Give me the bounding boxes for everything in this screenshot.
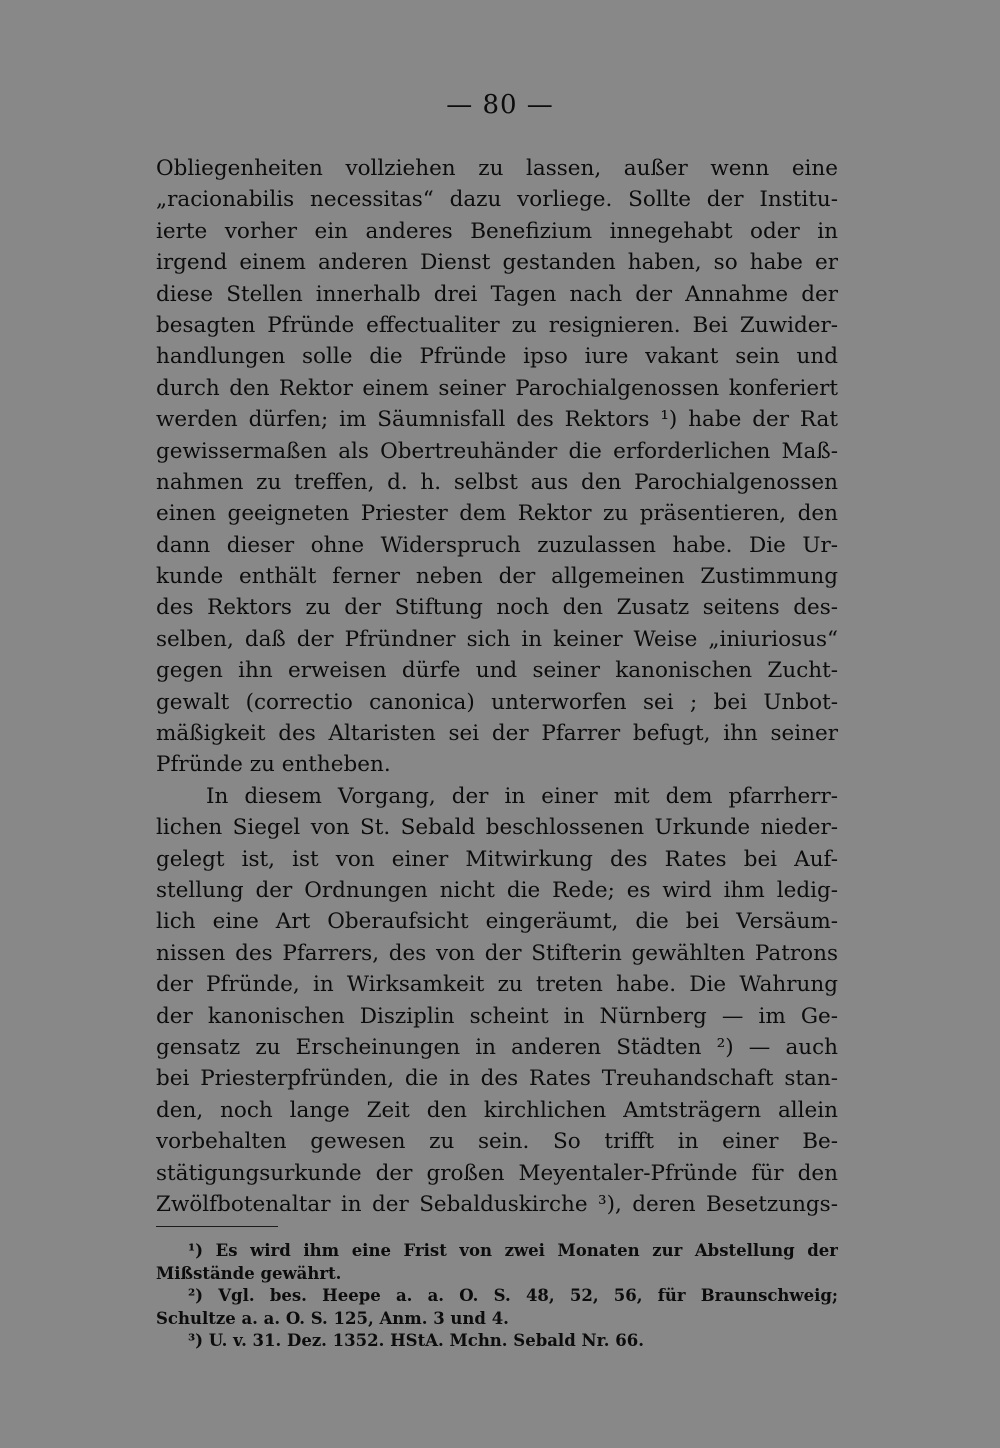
text-line: Zwölfbotenaltar in der Sebalduskirche ³), deren Besetzungs- (156, 1191, 838, 1217)
text-line: dann dieser ohne Widerspruch zuzulassen habe. Die Ur- (156, 532, 838, 558)
text-line: stätigungsurkunde der großen Meyentaler-Pfründe für den (156, 1160, 838, 1186)
text-line: mäßigkeit des Altaristen sei der Pfarrer befugt, ihn seiner (156, 721, 838, 747)
text-line: selben, daß der Pfründner sich in keiner Weise „iniuriosus“ (156, 626, 838, 652)
text-line: „racionabilis necessitas“ dazu vorliege. Sollte der Institu- (156, 187, 838, 213)
text-line: irgend einem anderen Dienst gestanden haben, so habe er (156, 250, 838, 276)
text-line: diese Stellen innerhalb drei Tagen nach der Annahme der (156, 281, 838, 307)
text-line: den, noch lange Zeit den kirchlichen Amtsträgern allein (156, 1097, 838, 1123)
text-line: kunde enthält ferner neben der allgemeinen Zustimmung (156, 564, 838, 590)
text-line: des Rektors zu der Stiftung noch den Zusatz seitens des- (156, 595, 838, 621)
text-line: nahmen zu treffen, d. h. selbst aus den Parochialgenossen (156, 469, 838, 495)
text-line: gewissermaßen als Obertreuhänder die erforderlichen Maß- (156, 438, 838, 464)
paragraph-end-line: Pfründe zu entheben. (156, 752, 391, 778)
text-line: gelegt ist, ist von einer Mitwirkung des Rates bei Auf- (156, 846, 838, 872)
text-line: einen geeigneten Priester dem Rektor zu präsentieren, den (156, 501, 838, 527)
page-number: — 80 — (446, 90, 554, 120)
text-line: durch den Rektor einem seiner Parochialgenossen konferiert (156, 375, 838, 401)
text-line: gegen ihn erweisen dürfe und seiner kanonischen Zucht- (156, 658, 838, 684)
paragraph-start-line: In diesem Vorgang, der in einer mit dem pfarrherr- (206, 783, 838, 809)
footnote-3-line: ³) U. v. 31. Dez. 1352. HStA. Mchn. Sebald Nr. 66. (188, 1331, 644, 1350)
text-line: gewalt (correctio canonica) unterworfen sei ; bei Unbot- (156, 689, 838, 715)
text-line: ierte vorher ein anderes Benefizium innegehabt oder in (156, 218, 838, 244)
text-line: lich eine Art Oberaufsicht eingeräumt, die bei Versäum- (156, 909, 838, 935)
text-line: vorbehalten gewesen zu sein. So trifft in einer Be- (156, 1129, 838, 1155)
text-line: besagten Pfründe effectualiter zu resignieren. Bei Zuwider- (156, 312, 838, 338)
text-line: stellung der Ordnungen nicht die Rede; es wird ihm ledig- (156, 877, 838, 903)
text-line: Obliegenheiten vollziehen zu lassen, außer wenn eine (156, 156, 838, 181)
text-line: werden dürfen; im Säumnisfall des Rektors ¹) habe der Rat (156, 407, 838, 433)
text-line: lichen Siegel von St. Sebald beschlossenen Urkunde nieder- (156, 815, 838, 841)
text-line: handlungen solle die Pfründe ipso iure vakant sein und (156, 344, 838, 370)
footnote-divider (156, 1226, 278, 1227)
footnote-1-line: Mißstände gewährt. (156, 1263, 342, 1283)
text-line: der kanonischen Disziplin scheint in Nürnberg — im Ge- (156, 1003, 838, 1029)
text-line: gensatz zu Erscheinungen in anderen Städten ²) — auch (156, 1034, 838, 1060)
footnote-1-line: ¹) Es wird ihm eine Frist von zwei Monaten zur Abstellung der (188, 1241, 838, 1260)
footnote-2-line: Schultze a. a. O. S. 125, Anm. 3 und 4. (156, 1308, 509, 1328)
footnotes (156, 1240, 838, 1353)
text-line: nissen des Pfarrers, des von der Stifterin gewählten Patrons (156, 940, 838, 966)
text-line: der Pfründe, in Wirksamkeit zu treten habe. Die Wahrung (156, 972, 838, 998)
text-line: bei Priesterpfründen, die in des Rates Treuhandschaft stan- (156, 1066, 838, 1092)
body-text (156, 153, 838, 1220)
footnote-2-line: ²) Vgl. bes. Heepe a. a. O. S. 48, 52, 56, für Braunschweig; (188, 1286, 838, 1305)
